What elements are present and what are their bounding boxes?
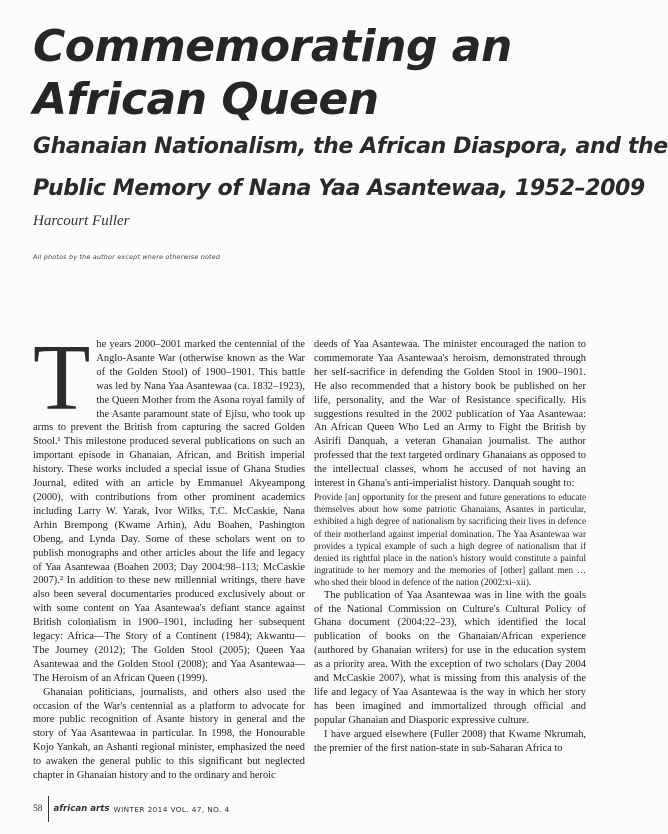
article-subtitle — [33, 126, 668, 210]
body-paragraph: The publication of Yaa Asantewaa was in line with the goals of the National Commission on Culture's Cultural Policy of Ghana document (2004:22–23), which identified the local publication of books on the Ghanaian/African experience (authored by Ghanaian writers) for use in the education system as a priority area. With the exception of two scholars (Day 2004 and McCaskie 2007), what is missing from this analysis of the life and legacy of Yaa Asantewaa is the way in which her story has been imagined and immortalized through official and popular Ghanaian and Diasporic expressive culture. — [314, 589, 586, 726]
author-byline: Harcourt Fuller — [33, 213, 130, 229]
page-number: 58 — [33, 804, 43, 814]
photo-credit: All photos by the author except where otherwise noted — [33, 253, 221, 261]
body-column-left — [33, 326, 305, 783]
issue-info: WINTER 2014 VOL. 47, NO. 4 — [113, 804, 230, 814]
paragraph-text: he years 2000–2001 marked the centennial of the Anglo-Asante War (otherwise known as the War of the Golden Stool) of 1900–1901. This battle was led by Nana Yaa Asantewaa (ca. 1832–1923), the Queen Mother from the Asona royal family of the Asante paramount state of Ejisu, who took up arms to prevent the British from capturing the sacred Golden Stool.¹ This milestone produced several publications on such an important episode in Ghanaian, African, and British imperial history. These works included a special issue of Ghana Studies Journal, edited with an article by Emmanuel Akyeampong (2000), with contributions from other prominent academics including Larry W. Yarak, Ivor Wilks, T.C. McCaskie, Nana Arhin Brempong (Kwame Arhin), Adu Boahen, Pashington Obeng, and Lynda Day. Some of these scholars went on to publish monographs and other articles about the life and legacy of Yaa Asantewaa (Boahen 2003; Day 2004:98–113; McCaskie 2007).² In addition to these new millennial writings, there have also been several documentaries produced exclusively about or with some content on Yaa Asantewaa's defiant stance against British colonialism in 1900–1901, including her subsequent legacy: Africa—The Story of a Continent (1984); Akwantu—The Journey (2012); The Golden Stool (2005); Queen Yaa Asantewaa and the Golden Stool (2008); and Yaa Asantewaa—The Heroism of an African Queen (1999). — [33, 339, 305, 684]
body-paragraph — [33, 326, 305, 686]
subtitle-line-2: Public Memory of Nana Yaa Asantewaa, 1952–2009 — [33, 176, 645, 201]
body-paragraph: deeds of Yaa Asantewaa. The minister encouraged the nation to commemorate Yaa Asantewaa's heroism, demonstrated through her self-sacrifice in defending the Golden Stool in 1900–1901. He also recommended that a history book be published on her life, personality, and the War of Resistance specifically. His suggestions resulted in the 2002 publication of Yaa Asantewaa: An African Queen Who Led an Army to Fight the British by Asirifi Danquah, a veteran Ghanaian journalist. The author professed that the text targeted ordinary Ghanaians as opposed to the intellectual classes, whom he accused of not having an interest in Ghana's anti-imperialist history. Danquah sought to: — [314, 339, 586, 490]
body-paragraph: I have argued elsewhere (Fuller 2008) that Kwame Nkrumah, the premier of the first nation-state in sub-Saharan Africa to — [314, 728, 586, 754]
title-line-1: Commemorating an — [33, 21, 512, 72]
body-paragraph: Ghanaian politicians, journalists, and others also used the occasion of the War's centennial as a platform to advocate for more public recognition of Asante history in general and the story of Yaa Asantewaa in particular. In 1998, the Honourable Kojo Yankah, an Ashanti regional minister, emphasized the need to awaken the general public to this significant but neglected chapter in Ghanaian history and to the ordinary and heroic — [33, 686, 305, 782]
body-column-right — [314, 338, 586, 755]
drop-cap: T — [33, 326, 91, 430]
article-title — [33, 20, 593, 126]
block-quote: Provide [an] opportunity for the present and future generations to educate themselves about how some patriotic Ghanaians, Asantes in particular, exhibited a high degree of nationalism by sacrificing their lives in defence of their motherland against imperial domination. The Yaa Asantewaa war provides a typical example of such a high degree of nationalism that if denied its rightful place in the nation's history would constitute a painful ingratitude to her memory and the memories of [other] gallant men … who shed their blood in defence of the nation (2002:xi–xii). — [314, 491, 586, 588]
subtitle-line-1: Ghanaian Nationalism, the African Diaspora, and the — [33, 134, 668, 159]
footer-divider — [48, 796, 49, 822]
magazine-name: african arts — [53, 804, 110, 814]
page-footer — [33, 796, 230, 822]
title-line-2: African Queen — [33, 74, 379, 125]
